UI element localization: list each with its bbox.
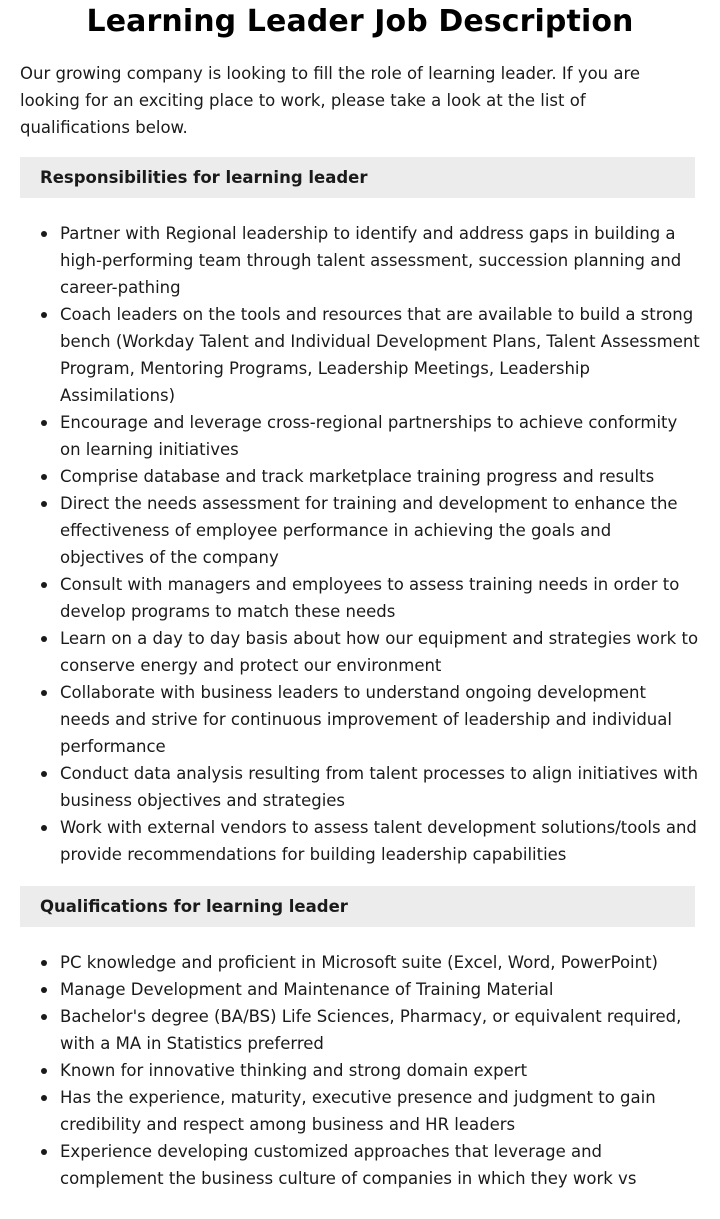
list-item-text: Encourage and leverage cross-regional partnerships to achieve conformity on learning initiatives xyxy=(60,413,678,459)
bullet-icon xyxy=(41,636,47,642)
list-item xyxy=(20,571,700,625)
list-item xyxy=(20,760,700,814)
list-item xyxy=(20,409,700,463)
responsibilities-list xyxy=(20,220,700,868)
intro-paragraph: Our growing company is looking to fill the role of learning leader. If you are looking for an exciting place to work, please take a look at the list of qualifications below. xyxy=(20,64,641,137)
bullet-icon xyxy=(41,582,47,588)
list-item-text: Learn on a day to day basis about how our equipment and strategies work to conserve energy and protect our environment xyxy=(60,629,699,675)
qualifications-list xyxy=(20,949,700,1192)
list-item-text: Coach leaders on the tools and resources that are available to build a strong bench (Workday Talent and Individual Development Plans, Talent Assessment Program, Mentoring Programs, Leadership Meetings, Leadership Assimilations) xyxy=(60,305,700,405)
list-item-text: Experience developing customized approaches that leverage and complement the business culture of companies in which they work vs xyxy=(60,1142,637,1188)
bullet-icon xyxy=(41,960,47,966)
bullet-icon xyxy=(41,1068,47,1074)
list-item xyxy=(20,1003,700,1057)
list-item-text: PC knowledge and proficient in Microsoft suite (Excel, Word, PowerPoint) xyxy=(60,953,658,972)
bullet-icon xyxy=(41,1095,47,1101)
bullet-icon xyxy=(41,771,47,777)
list-item-text: Direct the needs assessment for training and development to enhance the effectiveness of employee performance in achieving the goals and objectives of the company xyxy=(60,494,678,567)
list-item-text: Conduct data analysis resulting from talent processes to align initiatives with business objectives and strategies xyxy=(60,764,699,810)
bullet-icon xyxy=(41,1149,47,1155)
list-item-text: Partner with Regional leadership to identify and address gaps in building a high-performing team through talent assessment, succession planning and career-pathing xyxy=(60,224,682,297)
list-item xyxy=(20,625,700,679)
list-item xyxy=(20,679,700,760)
bullet-icon xyxy=(41,1014,47,1020)
bullet-icon xyxy=(41,825,47,831)
page-title: Learning Leader Job Description xyxy=(86,4,634,39)
bullet-icon xyxy=(41,690,47,696)
bullet-icon xyxy=(41,231,47,237)
qualifications-heading: Qualifications for learning leader xyxy=(20,886,695,927)
list-item xyxy=(20,814,700,868)
list-item xyxy=(20,220,700,301)
responsibilities-heading: Responsibilities for learning leader xyxy=(20,157,695,198)
bullet-icon xyxy=(41,501,47,507)
bullet-icon xyxy=(41,312,47,318)
list-item-text: Has the experience, maturity, executive presence and judgment to gain credibility and respect among business and HR leaders xyxy=(60,1088,656,1134)
list-item xyxy=(20,490,700,571)
list-item-text: Known for innovative thinking and strong domain expert xyxy=(60,1061,528,1080)
list-item xyxy=(20,1084,700,1138)
list-item xyxy=(20,301,700,409)
bullet-icon xyxy=(41,420,47,426)
list-item xyxy=(20,1138,700,1192)
list-item-text: Bachelor's degree (BA/BS) Life Sciences, Pharmacy, or equivalent required, with a MA in Statistics preferred xyxy=(60,1007,682,1053)
bullet-icon xyxy=(41,474,47,480)
list-item-text: Work with external vendors to assess talent development solutions/tools and provide recommendations for building leadership capabilities xyxy=(60,818,697,864)
list-item xyxy=(20,463,700,490)
list-item xyxy=(20,976,700,1003)
bullet-icon xyxy=(41,987,47,993)
list-item xyxy=(20,1057,700,1084)
list-item xyxy=(20,949,700,976)
list-item-text: Manage Development and Maintenance of Training Material xyxy=(60,980,554,999)
list-item-text: Consult with managers and employees to assess training needs in order to develop programs to match these needs xyxy=(60,575,680,621)
list-item-text: Collaborate with business leaders to understand ongoing development needs and strive for continuous improvement of leadership and individual performance xyxy=(60,683,672,756)
list-item-text: Comprise database and track marketplace training progress and results xyxy=(60,467,655,486)
